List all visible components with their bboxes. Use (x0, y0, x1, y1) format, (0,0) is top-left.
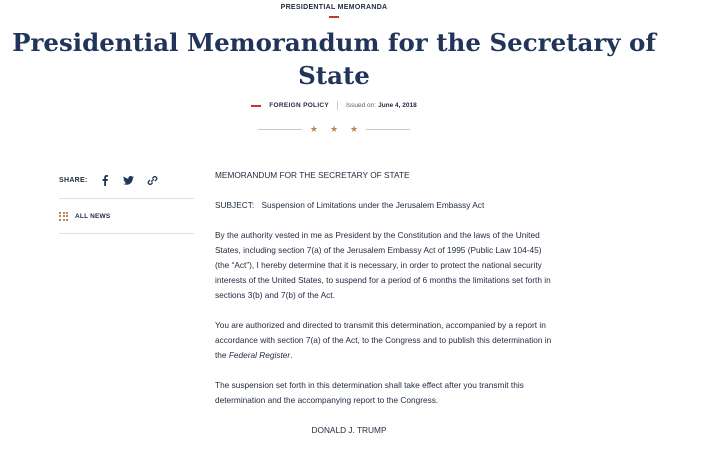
paragraph-2-text: You are authorized and directed to transmit this determination, accompanied by a report in accordance with section 7(a) of the Act, to the Congress and to publish this determination in the (215, 320, 552, 360)
link-icon[interactable] (146, 173, 160, 187)
sidebar (59, 162, 194, 234)
article-meta (0, 101, 668, 110)
memo-subject (215, 198, 555, 213)
all-news-link[interactable] (59, 199, 194, 234)
star-icon: ★ (309, 124, 318, 134)
stars-group (310, 123, 358, 135)
all-news-label: ALL NEWS (75, 212, 111, 220)
paragraph-2-end: . (290, 350, 293, 360)
facebook-icon[interactable] (98, 173, 112, 187)
grid-icon (59, 212, 68, 221)
subject-text: Suspension of Limitations under the Jerusalem Embassy Act (261, 200, 485, 210)
issued-label: Issued on: (346, 102, 377, 109)
page-title: Presidential Memorandum for the Secretary of State (12, 28, 656, 90)
divider-line-right (366, 129, 410, 130)
star-icon: ★ (329, 124, 339, 134)
memo-paragraph-3: The suspension set forth in this determination shall take effect after you transmit this determination and the accompanying report to the Congress. (215, 380, 524, 405)
memo-signature: DONALD J. TRUMP (311, 425, 387, 435)
meta-divider (337, 101, 338, 110)
category-link[interactable]: FOREIGN POLICY (269, 102, 330, 109)
star-icon: ★ (350, 124, 359, 134)
federal-register-italic: Federal Register (228, 350, 291, 360)
stars-divider (258, 123, 410, 135)
share-row (59, 162, 194, 199)
subject-label: SUBJECT: (215, 200, 255, 210)
eyebrow-accent-rule (329, 16, 339, 18)
memo-body (215, 168, 555, 453)
meta-accent-dash (251, 105, 261, 107)
memo-addressee: MEMORANDUM FOR THE SECRETARY OF STATE (215, 170, 410, 180)
eyebrow-category-link[interactable]: PRESIDENTIAL MEMORANDA (280, 4, 388, 11)
memo-paragraph-1: By the authority vested in me as President by the Constitution and the laws of the United States, including section 7(a) of the Jerusalem Embassy Act of 1995 (Public Law 104-45) (the “Act”), I hereby determine that it is necessary, in order to protect the national security interests of the United States, to suspend for a period of 6 months the limitations set forth in sections 3(b) and 7(b) of the Act. (215, 230, 551, 300)
divider-line-left (258, 129, 302, 130)
twitter-icon[interactable] (122, 173, 136, 187)
memo-paragraph-2 (215, 318, 555, 363)
share-label: SHARE: (59, 176, 88, 184)
issued-date: June 4, 2018 (378, 102, 417, 109)
